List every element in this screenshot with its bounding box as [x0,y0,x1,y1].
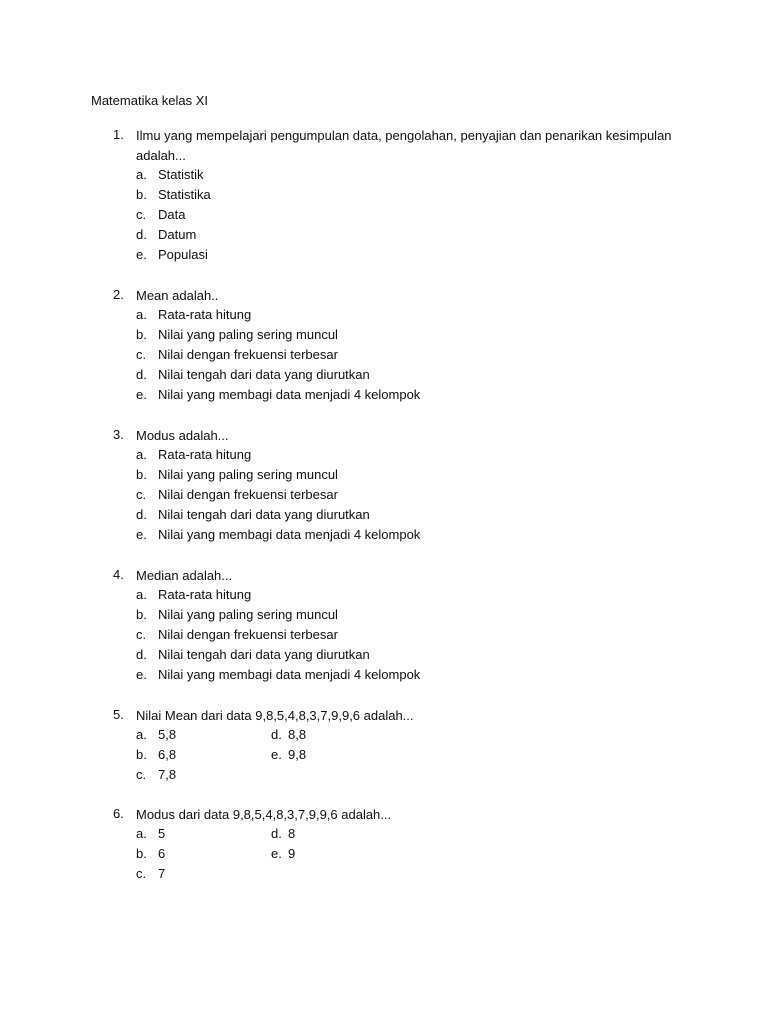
option-text: Nilai yang membagi data menjadi 4 kelompok [158,527,421,542]
option-letter: e. [136,247,147,262]
option-text: 6 [158,846,166,861]
option-letter: a. [136,727,147,742]
option-text: Populasi [158,247,208,262]
option-letter: d. [136,647,147,662]
option-text: Statistika [158,187,211,202]
option-text: 5 [158,826,166,841]
option-text: Nilai dengan frekuensi terbesar [158,627,338,642]
question-text: Ilmu yang mempelajari pengumpulan data, pengolahan, penyajian dan penarikan kesimpulan adalah... [136,128,672,163]
option-text: Nilai tengah dari data yang diurutkan [158,647,370,662]
option-text: 8,8 [288,727,307,742]
option-letter: e. [271,747,282,762]
option-text: Nilai yang membagi data menjadi 4 kelompok [158,667,421,682]
option-letter: a. [136,587,147,602]
option-letter: d. [271,727,282,742]
option-text: Nilai yang membagi data menjadi 4 kelompok [158,387,421,402]
question-text: Modus dari data 9,8,5,4,8,3,7,9,9,6 adalah... [136,807,392,822]
option-text: Nilai tengah dari data yang diurutkan [158,507,370,522]
option-text: 7 [158,866,166,881]
option-text: Rata-rata hitung [158,447,252,462]
option-text: 9,8 [288,747,307,762]
option-text: Datum [158,227,197,242]
question-text: Mean adalah.. [136,288,219,303]
option-text: Statistik [158,167,204,182]
option-letter: d. [136,367,147,382]
option-letter: b. [136,607,147,622]
question-text: Nilai Mean dari data 9,8,5,4,8,3,7,9,9,6 adalah... [136,708,414,723]
option-text: Rata-rata hitung [158,587,252,602]
question-number: 3. [113,427,124,442]
option-text: 7,8 [158,767,177,782]
question-number: 1. [113,127,124,142]
option-letter: d. [136,227,147,242]
option-letter: a. [136,447,147,462]
option-text: Nilai yang paling sering muncul [158,607,338,622]
document-title: Matematika kelas XI [91,93,209,108]
option-letter: c. [136,627,147,642]
option-text: 6,8 [158,747,177,762]
option-letter: d. [271,826,282,841]
option-text: 9 [288,846,296,861]
option-letter: c. [136,767,147,782]
option-letter: b. [136,327,147,342]
option-text: 8 [288,826,296,841]
question-number: 6. [113,806,124,821]
option-letter: b. [136,187,147,202]
option-letter: c. [136,866,147,881]
option-letter: b. [136,467,147,482]
question-number: 5. [113,707,124,722]
option-text: 5,8 [158,727,177,742]
option-letter: b. [136,747,147,762]
option-letter: e. [136,527,147,542]
option-letter: e. [136,387,147,402]
option-text: Nilai dengan frekuensi terbesar [158,347,338,362]
option-letter: a. [136,167,147,182]
option-letter: e. [136,667,147,682]
option-letter: b. [136,846,147,861]
option-letter: c. [136,207,147,222]
question-number: 4. [113,567,124,582]
option-letter: e. [271,846,282,861]
question-text: Modus adalah... [136,428,229,443]
option-letter: d. [136,507,147,522]
question-number: 2. [113,287,124,302]
option-letter: c. [136,487,147,502]
option-letter: a. [136,826,147,841]
option-text: Nilai yang paling sering muncul [158,327,338,342]
option-text: Nilai yang paling sering muncul [158,467,338,482]
option-letter: c. [136,347,147,362]
option-text: Rata-rata hitung [158,307,252,322]
option-text: Nilai dengan frekuensi terbesar [158,487,338,502]
option-letter: a. [136,307,147,322]
option-text: Nilai tengah dari data yang diurutkan [158,367,370,382]
question-text: Median adalah... [136,568,233,583]
option-text: Data [158,207,186,222]
